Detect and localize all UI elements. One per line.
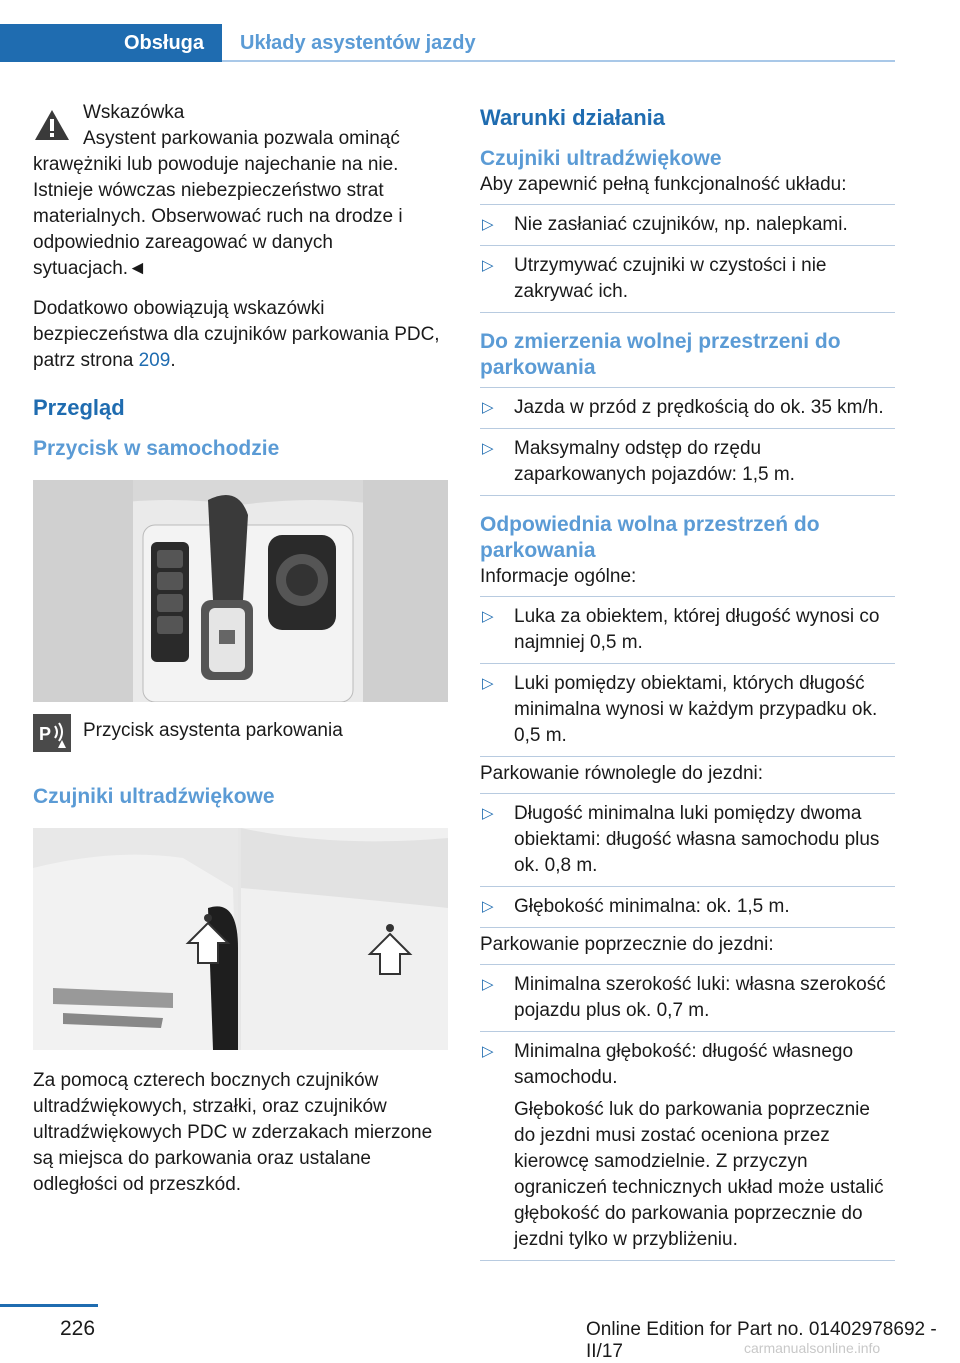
edition-text: Online Edition for Part no. 01402978692 - II/17 (586, 1319, 937, 1362)
list-item-text: Utrzymywać czujniki w czystości i nie zakrywać ich. (514, 255, 827, 302)
arrow-icon: ▷ (482, 399, 494, 416)
right-column (480, 100, 895, 1261)
list-item (480, 428, 895, 496)
warning-line: Asystent parkowania pozwala ominąć (83, 128, 400, 149)
heading-conditions: Warunki działania (480, 105, 666, 130)
perp-label: Parkowanie poprzecznie do jezdni: (480, 934, 774, 955)
left-column (33, 100, 448, 1198)
arrow-icon: ▷ (482, 608, 494, 625)
sensors-paragraph: Za pomocą czterech bocznych czujników ultradźwiękowych, strzałki, oraz czujników ultradźwiękowych PDC w zderzakach mierzone są miejsca do parkowania oraz ustalane odległości od przeszkód. (33, 1070, 433, 1195)
caption-button-text: Przycisk asystenta parkowania (83, 720, 343, 741)
heading-overview: Przegląd (33, 395, 125, 420)
warning-block (33, 100, 448, 282)
arrow-icon: ▷ (482, 440, 494, 457)
page-number: 226 (60, 1317, 96, 1340)
list-item (480, 387, 895, 428)
sensors-illustration (33, 828, 448, 1050)
console-illustration (33, 480, 448, 702)
heading-space: Odpowiednia wolna przestrzeń do parkowania (480, 513, 820, 562)
arrow-icon: ▷ (482, 1043, 494, 1060)
measure-list (480, 387, 895, 496)
console-photo (33, 480, 448, 702)
list-item-text: Nie zasłaniać czujników, np. nalepkami. (514, 214, 848, 235)
heading-button: Przycisk w samochodzie (33, 437, 280, 460)
parallel-list (480, 793, 895, 928)
arrow-icon: ▷ (482, 805, 494, 822)
list-item-text: Długość minimalna luki pomiędzy dwoma obiektami: długość własna samochodu plus ok. 0,8 m. (514, 803, 880, 876)
warning-text: krawężniki lub powoduje najechanie na nie. Istnieje wówczas niebezpieczeństwo strat materialnych. Obserwować ruch na drodze i odpowiednio zareagować w danych sytuacjach.◄ (33, 154, 403, 279)
list-item-text: Maksymalny odstęp do rzędu zaparkowanych pojazdów: 1,5 m. (514, 438, 795, 485)
general-label: Informacje ogólne: (480, 566, 637, 587)
perp-note: Głębokość luk do parkowania poprzecznie do jezdni musi zostać oceniona przez kierowcę samodzielnie. Z przyczyn ograniczeń technicznych układ może ustalić głębokość do parkowania poprzecznie do jezdni tylko w przybliżeniu. (514, 1099, 884, 1250)
list-item-text: Minimalna szerokość luki: własna szerokość pojazdu plus ok. 0,7 m. (514, 974, 886, 1021)
header-divider (222, 60, 895, 62)
list-item (480, 1031, 895, 1261)
sensors-intro: Aby zapewnić pełną funkcjonalność układu: (480, 174, 847, 195)
caption-button (33, 718, 448, 744)
arrow-icon: ▷ (482, 976, 494, 993)
tab-obsluga[interactable] (0, 24, 222, 62)
svg-text:P: P (39, 724, 52, 744)
list-item (480, 886, 895, 928)
footer-rule (0, 1304, 98, 1307)
heading-sensors-right: Czujniki ultradźwiękowe (480, 147, 722, 170)
list-item (480, 596, 895, 663)
list-item-text: Minimalna głębokość: długość własnego samochodu. (514, 1041, 854, 1088)
sensors-photo (33, 828, 448, 1050)
watermark: carmanualsonline.info (744, 1340, 881, 1356)
list-item (480, 663, 895, 757)
list-item-text: Luka za obiektem, której długość wynosi co najmniej 0,5 m. (514, 606, 880, 653)
warning-title: Wskazówka (83, 102, 185, 123)
pdc-text: Dodatkowo obowiązują wskazówki bezpieczeństwa dla czujników parkowania PDC, patrz strona (33, 298, 440, 371)
tab-section[interactable] (240, 24, 476, 62)
list-item (480, 204, 895, 245)
list-item-text: Jazda w przód z prędkością do ok. 35 km/h. (514, 397, 884, 418)
list-item (480, 964, 895, 1031)
tab-obsluga-label: Obsługa (123, 31, 204, 54)
list-item-text: Głębokość minimalna: ok. 1,5 m. (514, 896, 790, 917)
pdc-paragraph (33, 296, 448, 374)
parallel-label: Parkowanie równolegle do jezdni: (480, 763, 764, 784)
list-item-text: Luki pomiędzy obiektami, których długość minimalna wynosi w każdym przypadku ok. 0,5 m. (514, 673, 878, 746)
sensors-list (480, 204, 895, 313)
pdc-end: . (170, 350, 176, 371)
arrow-icon: ▷ (482, 675, 494, 692)
general-list (480, 596, 895, 757)
header-bar (0, 24, 895, 62)
perp-list (480, 964, 895, 1261)
page-link[interactable]: 209 (138, 350, 171, 371)
list-item (480, 793, 895, 886)
warning-icon (33, 108, 71, 142)
parking-assist-icon (33, 714, 71, 752)
arrow-icon: ▷ (482, 216, 494, 233)
arrow-icon: ▷ (482, 257, 494, 274)
heading-measure: Do zmierzenia wolnej przestrzeni do parkowania (480, 330, 841, 379)
tab-section-label: Układy asystentów jazdy (240, 31, 476, 54)
list-item (480, 245, 895, 313)
arrow-icon: ▷ (482, 898, 494, 915)
heading-sensors-left: Czujniki ultradźwiękowe (33, 785, 275, 808)
